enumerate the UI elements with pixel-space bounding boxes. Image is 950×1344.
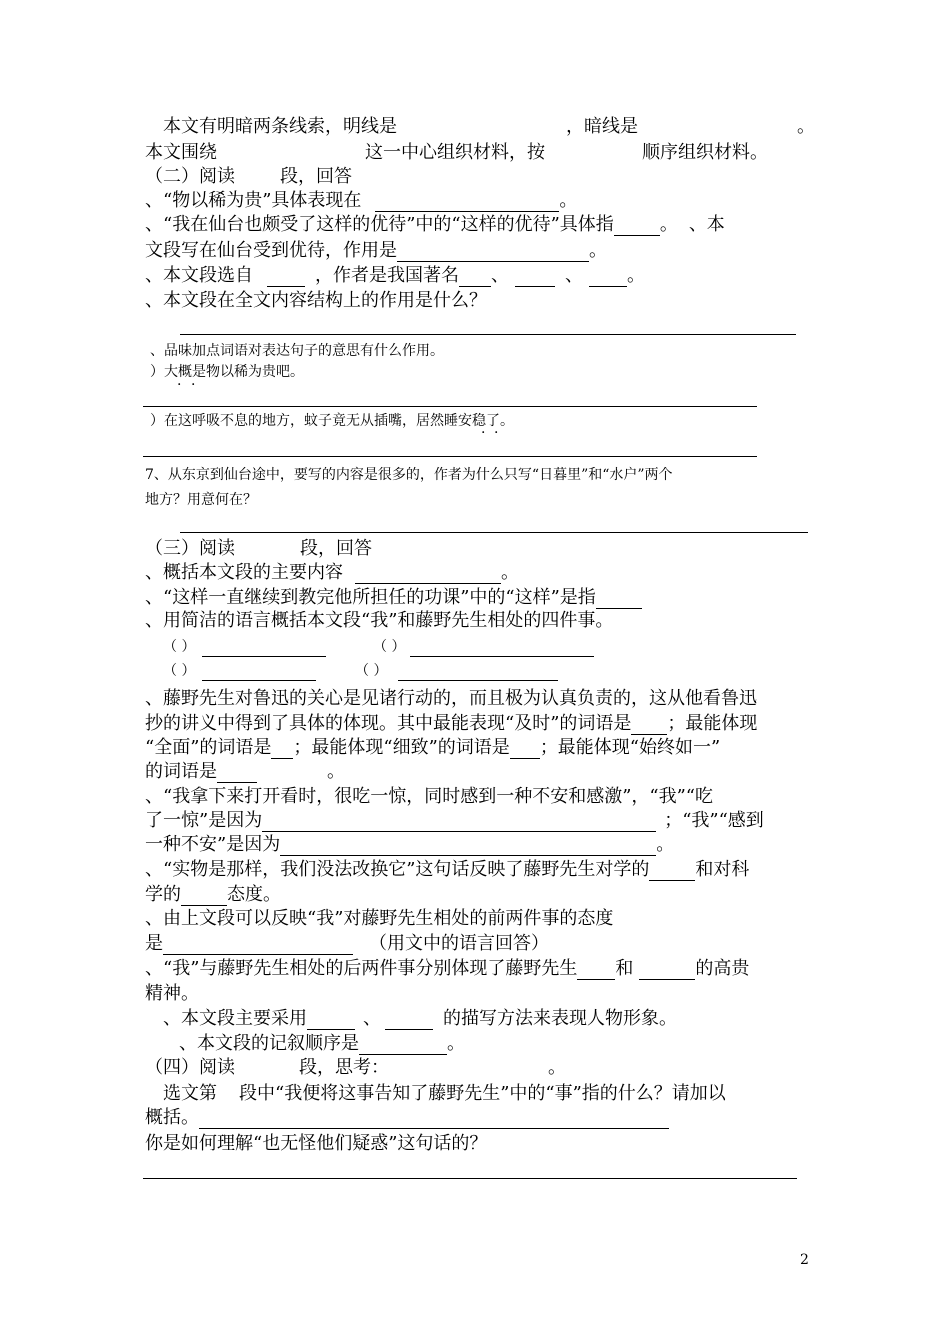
event-item [163, 662, 195, 680]
text: 顺序组织材料。 [642, 142, 768, 163]
text: 的词语是 [145, 761, 217, 782]
text: 。 [447, 1033, 465, 1054]
answer-blank[interactable] [397, 243, 589, 262]
event-item [163, 638, 195, 656]
text: （ ） [355, 663, 388, 679]
answer-blank[interactable] [355, 565, 501, 584]
text: 是 [145, 933, 163, 954]
answer-blank[interactable] [385, 1011, 433, 1030]
text: 。 [659, 214, 669, 235]
question-2-5-a [150, 363, 304, 381]
answer-line[interactable] [180, 532, 808, 533]
question-3-9 [163, 1008, 677, 1030]
text: （ ） [163, 663, 196, 679]
text: 、“我拿下来打开看时，很吃一惊，同时感到一种不安和感激”，“我”“吃 [145, 786, 714, 807]
question-3-3 [145, 610, 613, 632]
question-3-1 [145, 562, 519, 584]
q1-line2 [145, 142, 217, 164]
question-2-5 [150, 342, 444, 360]
question-2-2-cont [145, 240, 607, 262]
text: 这一中心组织材料，按 [365, 142, 545, 163]
text: 、本文段在全文内容结构上的作用是什么？ [145, 290, 487, 311]
text: 、“这样一直继续到教完他所担任的功课”中的“这样”是指 [145, 587, 596, 608]
text: 、由上文段可以反映“我”对藤野先生相处的前两件事的态度 [145, 908, 614, 929]
text: 和 [615, 958, 634, 979]
question-3-6 [145, 859, 749, 881]
answer-blank[interactable] [181, 887, 227, 906]
text: 、“我在仙台也颇受了这样的优待”中的“这样的优待”具体指 [145, 214, 614, 235]
emphasis-dot: · [191, 377, 196, 393]
question-3-4-d [145, 761, 345, 783]
text: （ ） [373, 639, 406, 655]
question-3-4 [145, 688, 757, 710]
text: 你是如何理解“也无怪他们疑惑”这句话的？ [145, 1133, 488, 1154]
question-2-3 [145, 265, 645, 287]
text: 、概括本文段的主要内容 [145, 562, 343, 583]
question-2-5-b [150, 412, 514, 430]
text: 文段写在仙台受到优待，作用是 [145, 240, 397, 261]
page-number: 2 [800, 1252, 809, 1268]
text: 学的 [145, 884, 181, 905]
text: ；“我”“感到 [664, 810, 764, 831]
section4-heading [145, 1057, 235, 1079]
question-4-1 [163, 1083, 726, 1105]
answer-blank[interactable] [589, 268, 627, 287]
text: 。 [797, 116, 815, 137]
question-3-4-b [145, 713, 757, 735]
answer-blank[interactable] [375, 193, 559, 212]
answer-line[interactable] [143, 1178, 797, 1179]
answer-line[interactable] [410, 656, 594, 657]
answer-blank[interactable] [459, 268, 491, 287]
event-item [355, 662, 387, 680]
text: 。 [627, 265, 645, 286]
question-3-7 [145, 908, 613, 930]
event-item [373, 638, 405, 656]
text: 。 [548, 1057, 566, 1078]
answer-line[interactable] [202, 680, 316, 681]
question-3-5 [145, 786, 713, 808]
question-3-2 [145, 587, 642, 609]
question-2-4 [145, 290, 487, 312]
text: 地方？用意何在？ [145, 492, 257, 508]
answer-blank[interactable] [649, 862, 695, 881]
text: 和对科 [695, 859, 750, 880]
text: 段，回答 [280, 166, 352, 187]
text: 本文有明暗两条线索，明线是 [163, 116, 397, 137]
question-3-8 [145, 958, 749, 980]
section3-heading-tail [300, 538, 372, 560]
text: 本文围绕 [145, 142, 217, 163]
text: 、“我”与藤野先生相处的后两件事分别体现了藤野先生 [145, 958, 578, 979]
text: （二）阅读 [145, 166, 235, 187]
text: 、 [565, 265, 583, 286]
answer-blank[interactable] [271, 740, 293, 759]
text: “全面”的词语是 [145, 737, 272, 758]
answer-blank[interactable] [510, 740, 540, 759]
answer-line[interactable] [143, 406, 757, 407]
question-4-1-b [145, 1107, 669, 1129]
question-3-8-b [145, 983, 199, 1005]
text: 的描写方法来表现人物形象。 [443, 1008, 677, 1029]
question-2-2 [145, 214, 725, 236]
text: 、品味加点词语对表达句子的意思有什么作用。 [150, 343, 444, 359]
text: （三）阅读 [145, 538, 235, 559]
question-3-7-b [145, 933, 549, 955]
answer-blank[interactable] [631, 716, 667, 735]
answer-blank[interactable] [163, 936, 353, 955]
text: 、藤野先生对鲁迅的关心是见诸行动的，而且极为认真负责的，这从他看鲁迅 [145, 688, 757, 709]
answer-blank[interactable] [515, 268, 555, 287]
section3-heading [145, 538, 235, 560]
section4-heading-end [548, 1057, 566, 1079]
text: 。 [327, 761, 345, 782]
text: 概括。 [145, 1107, 199, 1128]
answer-blank[interactable] [614, 217, 660, 236]
text: 精神。 [145, 983, 199, 1004]
text: 的高贵 [695, 958, 750, 979]
answer-blank[interactable] [577, 961, 615, 980]
section2-heading [145, 166, 235, 188]
answer-blank[interactable] [267, 268, 305, 287]
answer-line[interactable] [398, 680, 558, 681]
text: 抄的讲义中得到了具体的体现。其中最能表现“及时”的词语是 [145, 713, 632, 734]
section2-heading-tail [280, 166, 352, 188]
question-3-4-c [145, 737, 720, 759]
answer-line[interactable] [180, 334, 796, 335]
q1-line1-b [566, 116, 638, 138]
question-3-10 [179, 1033, 465, 1055]
answer-blank[interactable] [639, 961, 695, 980]
text: （ ） [163, 639, 196, 655]
text: （用文中的语言回答） [369, 933, 549, 954]
text: ，作者是我国著名 [315, 265, 459, 286]
answer-blank[interactable] [596, 590, 642, 609]
text: 段，思考： [299, 1057, 389, 1078]
text: ；最能体现“始终如一” [539, 737, 721, 758]
text: 、“物以稀为贵”具体表现在 [145, 190, 362, 211]
emphasis-dot: · [177, 377, 182, 393]
section4-heading-tail [299, 1057, 389, 1079]
text: ）在这呼吸不息的地方，蚊子竟无从插嘴，居然睡安稳了。 [150, 413, 514, 429]
text: （四）阅读 [145, 1057, 235, 1078]
text: 7、从东京到仙台途中，要写的内容是很多的，作者为什么只写“日暮里”和“水户”两个 [145, 467, 673, 483]
answer-line[interactable] [143, 456, 757, 457]
text: 。 [501, 562, 519, 583]
text: 、本文段主要采用 [163, 1008, 307, 1029]
question-3-5-c [145, 834, 674, 856]
answer-blank[interactable] [280, 837, 656, 856]
q1-line2-c [642, 142, 768, 164]
question-3-6-b [145, 884, 281, 906]
text: ；最能体现“细致”的词语是 [293, 737, 510, 758]
q1-line2-b [365, 142, 545, 164]
question-3-5-b [145, 810, 764, 832]
answer-blank[interactable] [307, 1011, 355, 1030]
emphasis-dot: · [494, 425, 499, 441]
text: ，暗线是 [566, 116, 638, 137]
text: 。 [656, 834, 675, 855]
text: 一种不安”是因为 [145, 834, 281, 855]
answer-blank[interactable] [359, 1036, 447, 1055]
question-2-1 [145, 190, 577, 212]
answer-blank[interactable] [199, 1110, 669, 1129]
text: ）大概是物以稀为贵吧。 [150, 364, 304, 380]
text: 了一惊”是因为 [145, 810, 263, 831]
answer-blank[interactable] [262, 813, 656, 832]
text: 态度。 [227, 884, 281, 905]
text: 段，回答 [300, 538, 372, 559]
answer-blank[interactable] [217, 764, 257, 783]
text: 。 [559, 190, 578, 211]
text: 段中“我便将这事告知了藤野先生”中的“事”指的什么？请加以 [239, 1083, 726, 1104]
question-4-2 [145, 1133, 487, 1155]
text: 。 [589, 240, 607, 261]
text: 、本 [688, 214, 725, 235]
emphasis-dot: · [481, 425, 486, 441]
q1-line1-c [797, 116, 815, 138]
text: 、“实物是那样，我们没法改换它”这句话反映了藤野先生对学的 [145, 859, 650, 880]
text: 、 [363, 1008, 381, 1029]
q1-line1 [163, 116, 397, 138]
text: 、本文段的记叙顺序是 [179, 1033, 359, 1054]
text: ；最能体现 [667, 713, 758, 734]
text: 选文第 [163, 1083, 217, 1104]
text: 、本文段选自 [145, 265, 253, 286]
text: 、 [491, 265, 509, 286]
text: 、用简洁的语言概括本文段“我”和藤野先生相处的四件事。 [145, 610, 614, 631]
question-2-7 [145, 466, 673, 484]
question-2-7-cont [145, 491, 257, 509]
answer-line[interactable] [202, 656, 326, 657]
